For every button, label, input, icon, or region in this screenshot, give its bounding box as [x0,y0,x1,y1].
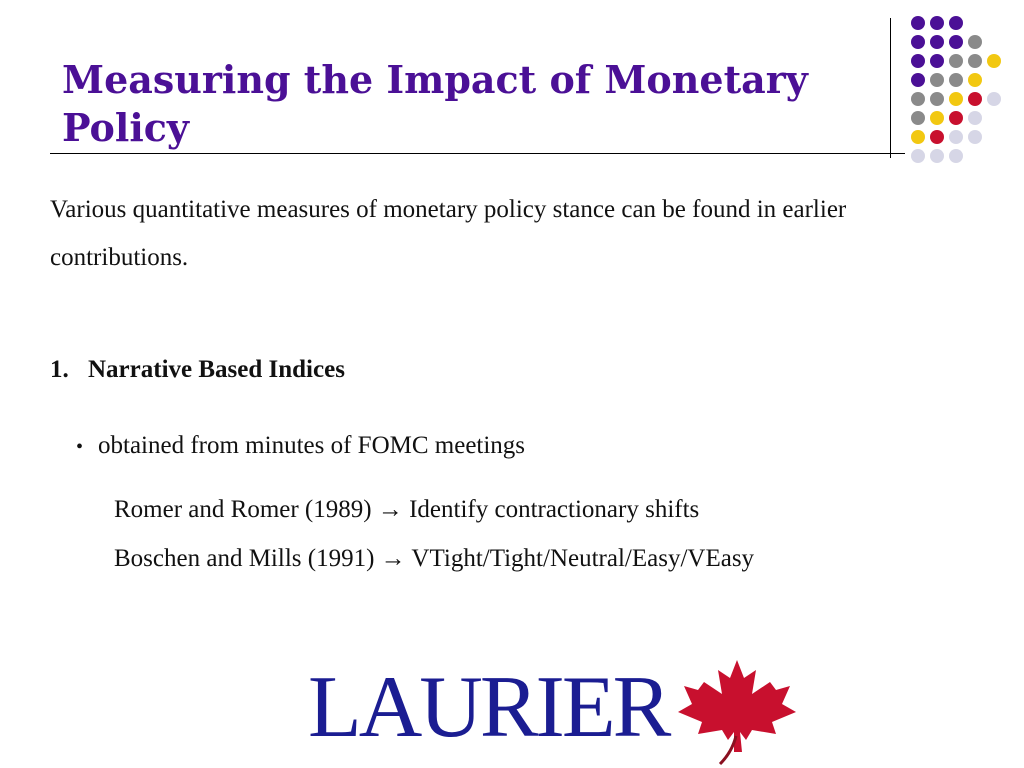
laurier-logo-text: LAURIER [308,659,669,756]
decorative-dot [968,130,982,144]
slide-title: Measuring the Impact of Monetary Policy [62,57,808,150]
decorative-dot [949,16,963,30]
decorative-dot [968,54,982,68]
decorative-dot [949,92,963,106]
bullet-item [76,432,525,460]
section-number: 1. [50,356,69,383]
intro-paragraph: Various quantitative measures of monetary policy stance can be found in earlier contributions. [50,196,847,271]
decorative-dot [949,130,963,144]
decorative-dot [968,35,982,49]
decorative-dot [949,35,963,49]
title-underline [50,153,905,154]
decorative-dot [930,16,944,30]
decorative-dot-grid [903,8,1023,163]
decorative-dot [930,54,944,68]
decorative-dot [949,73,963,87]
decorative-dot [911,111,925,125]
decorative-dot [930,149,944,163]
decorative-dot [949,149,963,163]
decorative-dot [911,130,925,144]
decorative-dot [930,73,944,87]
section-heading [50,356,345,384]
bullet-icon: • [76,436,84,458]
decorative-dot [949,111,963,125]
header-divider [890,18,891,158]
decorative-dot [987,92,1001,106]
decorative-dot [911,54,925,68]
decorative-dot [968,92,982,106]
decorative-dot [968,73,982,87]
decorative-dot [949,54,963,68]
section-title: Narrative Based Indices [88,356,345,383]
bullet-text: obtained from minutes of FOMC meetings [98,432,526,459]
reference-romer: Romer and Romer (1989) → Identify contractionary shifts [114,496,700,523]
decorative-dot [911,73,925,87]
decorative-dot [911,149,925,163]
decorative-dot [911,35,925,49]
decorative-dot [930,130,944,144]
decorative-dot [911,92,925,106]
decorative-dot [930,111,944,125]
reference-boschen: Boschen and Mills (1991) → VTight/Tight/Neutral/Easy/VEasy [114,545,755,572]
decorative-dot [930,35,944,49]
decorative-dot [987,54,1001,68]
decorative-dot [968,111,982,125]
maple-leaf-icon [672,656,802,768]
decorative-dot [911,16,925,30]
decorative-dot [930,92,944,106]
